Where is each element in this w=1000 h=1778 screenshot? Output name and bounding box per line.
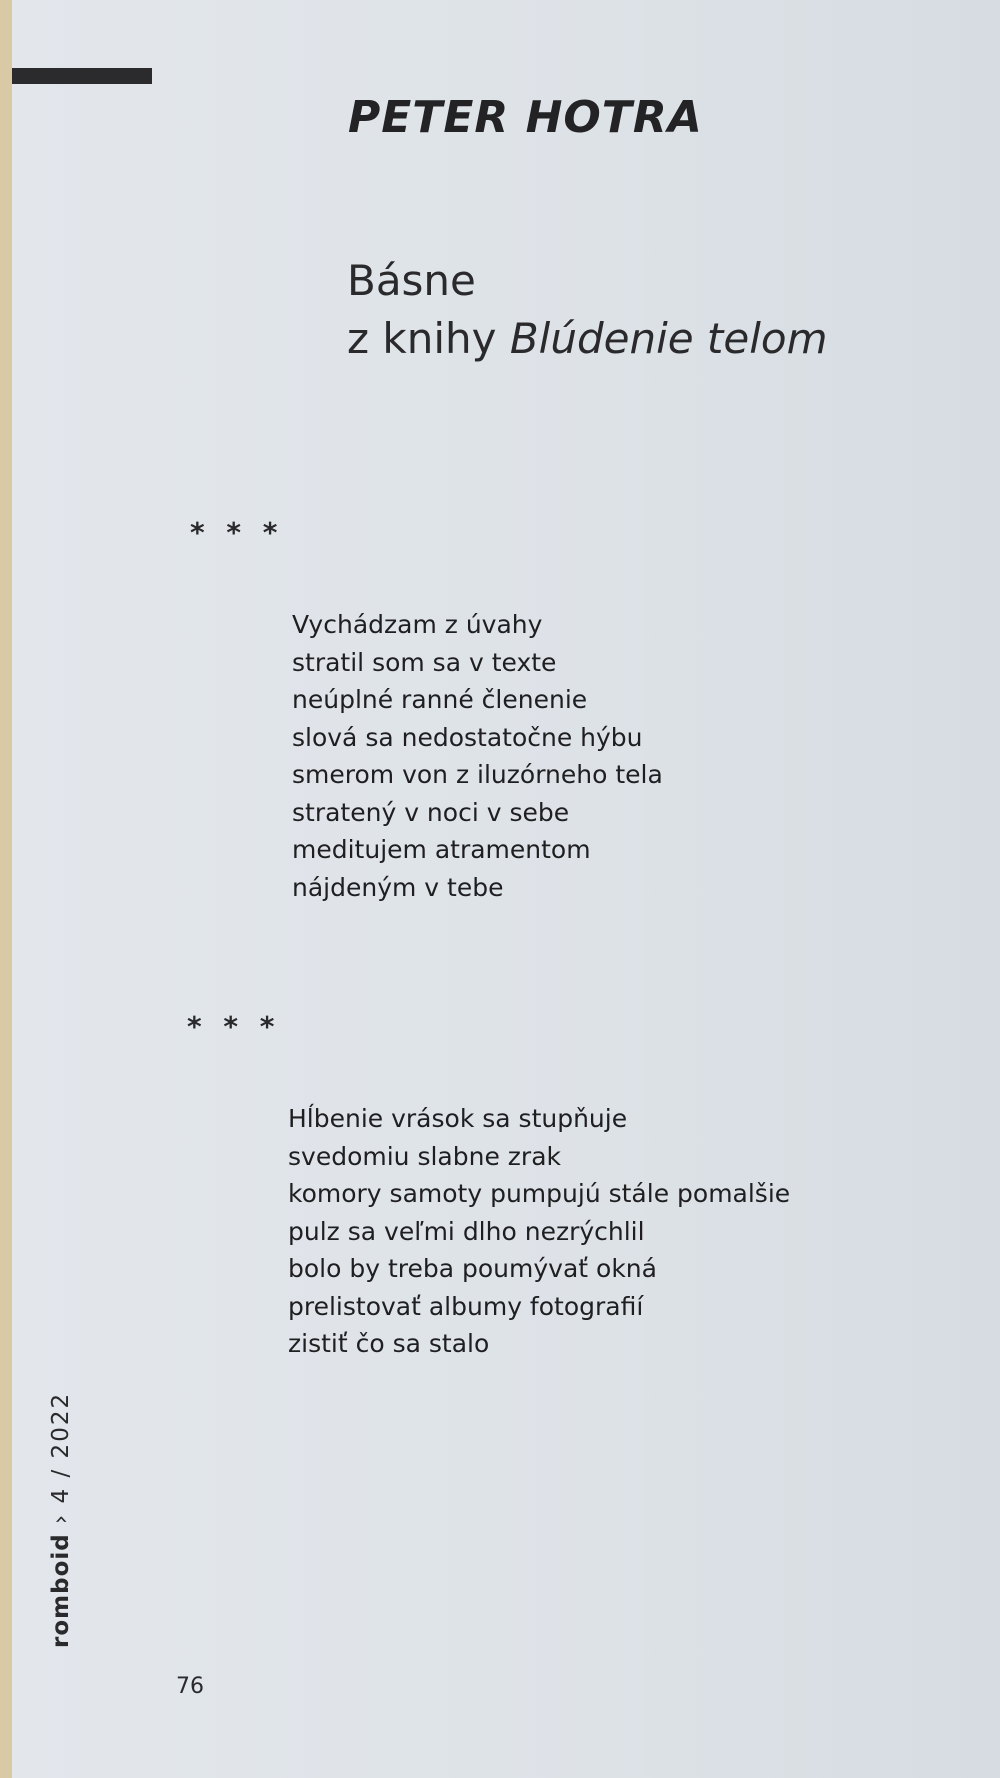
poem-line: slová sa nedostatočne hýbu [292,722,643,752]
title-line-2-prefix: z knihy [347,314,510,363]
poem-collection-title [347,252,828,368]
poem-line: zistiť čo sa stalo [288,1329,490,1358]
poem-line: pulz sa veľmi dlho nezrýchlil [288,1216,645,1246]
poem-line: nájdeným v tebe [292,872,504,902]
poem-line: svedomiu slabne zrak [288,1141,561,1171]
poem-line: stratil som sa v texte [292,647,557,677]
title-line-1: Básne [347,256,476,305]
issue-number: › 4 / 2022 [48,1391,74,1534]
poem-line: smerom von z iluzórneho tela [292,760,663,789]
poem-line: Hĺbenie vrások sa stupňuje [288,1104,628,1133]
poem-line: meditujem atramentom [292,835,591,864]
poem-2 [288,1100,790,1363]
poem-1 [292,606,663,906]
magazine-name: romboid [48,1533,74,1648]
poem-line: prelistovať albumy fotografií [288,1291,644,1321]
poem-line: stratený v noci v sebe [292,797,570,827]
section-separator-1: * * * [190,516,284,549]
poem-line: bolo by treba poumývať okná [288,1254,657,1283]
poem-line: neúplné ranné členenie [292,685,588,714]
poem-line: komory samoty pumpujú stále pomalšie [288,1179,791,1208]
section-separator-2: * * * [187,1010,281,1043]
book-title: Blúdenie telom [509,314,828,363]
page-number: 76 [176,1674,204,1699]
decorative-bar [12,68,152,84]
author-name: PETER HOTRA [348,92,703,143]
poem-line: Vychádzam z úvahy [292,610,543,639]
magazine-issue-label [48,1392,74,1648]
